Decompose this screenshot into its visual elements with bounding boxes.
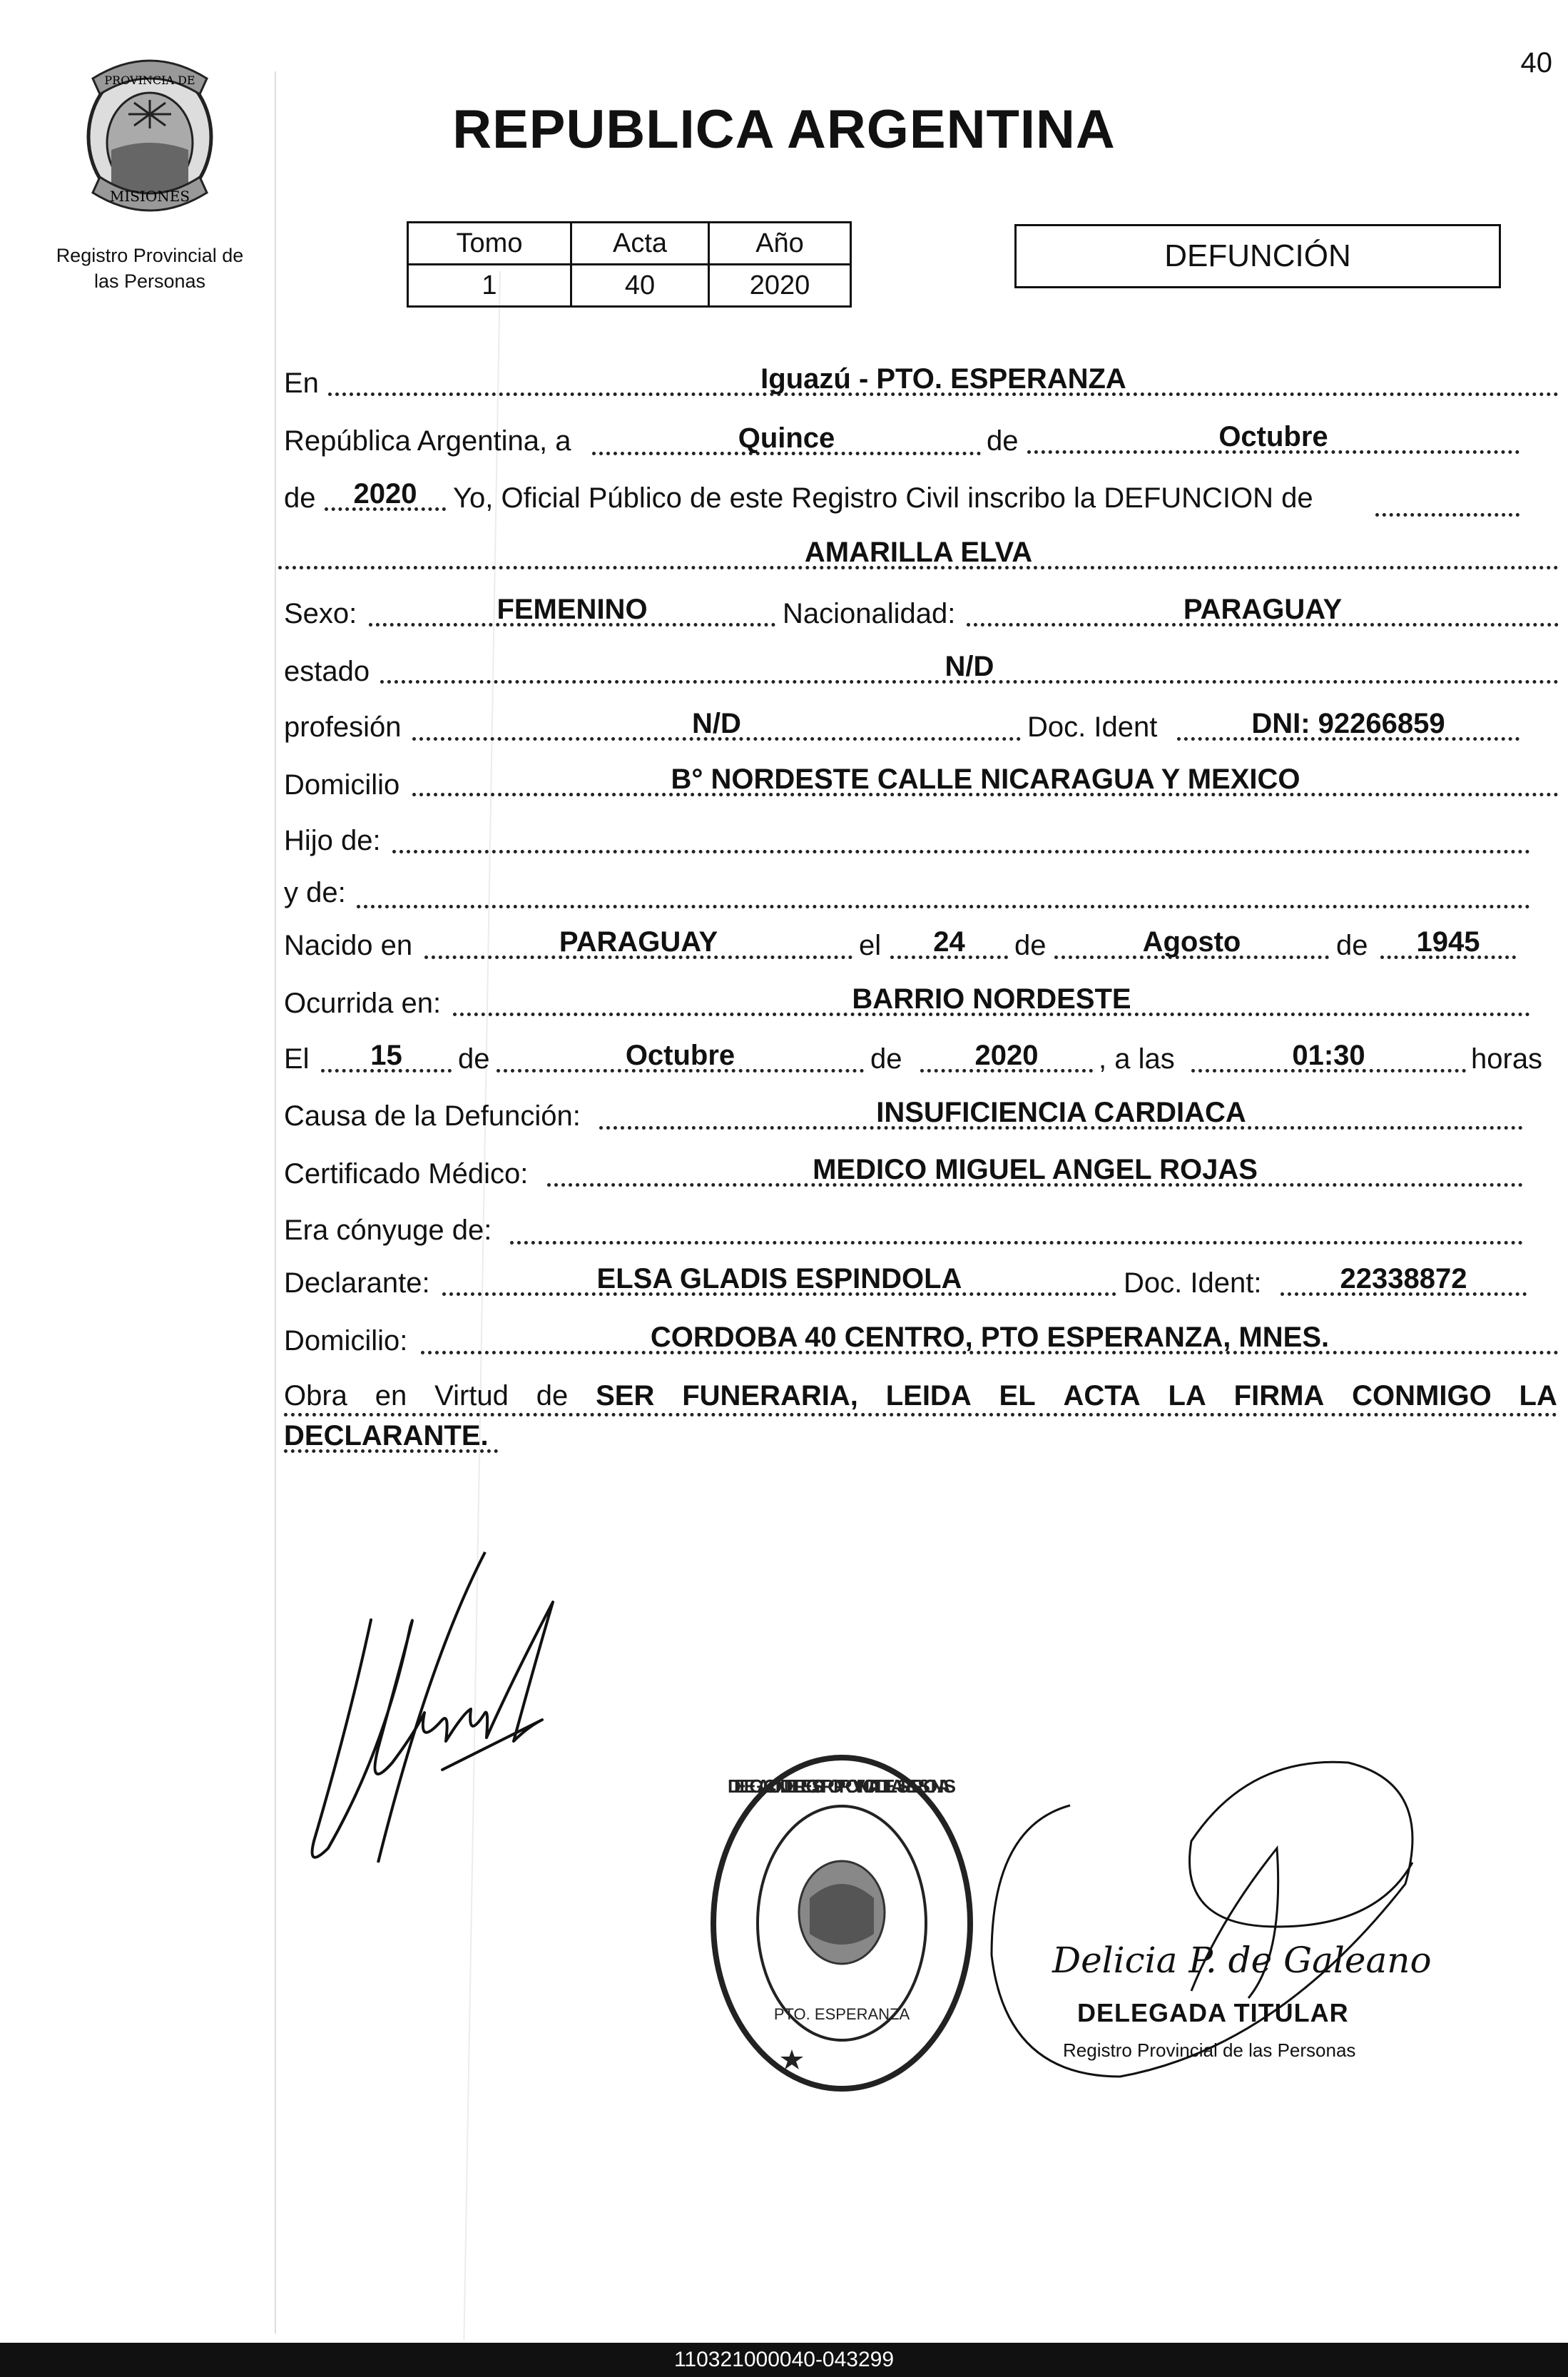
label-el: el [859,930,882,961]
field-fallecio-mes: Octubre [497,1038,864,1073]
ref-header-acta: Acta [571,223,709,265]
ref-header-anio: Año [709,223,851,265]
field-anio: 2020 [325,477,446,511]
label-hijo-de: Hijo de: [284,825,381,856]
svg-text:DELEGACION DEL REGISTRO PROVIN: DELEGACION DEL REGISTRO PROVINCIAL DE LAS PERSONAS [728,1775,956,1797]
field-nacionalidad: PARAGUAY [967,592,1559,627]
field-profesion: N/D [412,706,1021,741]
field-nacido-dia: 24 [890,925,1008,959]
reference-header-row [408,223,851,265]
label-de-fal-mes: de [458,1043,490,1075]
field-nacido-en: PARAGUAY [424,925,852,959]
label-de-fal-anio: de [870,1043,902,1075]
field-fallecio-dia: 15 [321,1038,452,1073]
label-y-de: y de: [284,877,346,908]
registry-line-2: las Personas [93,270,206,292]
field-hora: 01:30 [1191,1038,1466,1073]
obra-en-virtud-line [284,1379,1557,1416]
field-declarante-doc: 22338872 [1281,1262,1527,1296]
svg-text:PROVINCIA DE: PROVINCIA DE [104,74,195,87]
label-sexo: Sexo: [284,598,357,629]
obra-word-1: Obra [284,1380,347,1411]
registry-name [29,243,271,294]
field-conyuge [510,1210,1523,1245]
field-causa: INSUFICIENCIA CARDIACA [599,1095,1523,1130]
label-estado: estado [284,656,370,687]
label-conyuge: Era cónyuge de: [284,1215,492,1246]
obra-value-9: LA [1519,1380,1557,1411]
label-nacionalidad: Nacionalidad: [783,598,956,629]
obra-value-5: ACTA [1063,1380,1141,1411]
field-sexo: FEMENINO [369,592,775,627]
obra-value-3: LEIDA [885,1380,972,1411]
field-ocurrida-en: BARRIO NORDESTE [453,982,1530,1016]
obra-value-8: CONMIGO [1352,1380,1492,1411]
obra-word-3: Virtud [434,1380,509,1411]
obra-value-6: LA [1168,1380,1206,1411]
ref-value-acta: 40 [571,265,709,307]
svg-text:MISIONES: MISIONES [109,188,190,205]
label-horas: horas [1471,1043,1543,1075]
fold-line [463,271,501,2341]
label-causa: Causa de la Defunción: [284,1100,581,1132]
obra-word-4: de [536,1380,569,1411]
registry-line-1: Registro Provincial de [56,245,244,266]
field-dia: Quince [592,421,981,455]
field-nombre: AMARILLA ELVA [278,535,1559,569]
label-domicilio-declarante: Domicilio: [284,1325,408,1357]
ref-header-tomo: Tomo [408,223,571,265]
label-El: El [284,1043,310,1075]
obra-value-2: FUNERARIA, [682,1380,858,1411]
page-number: 40 [1520,47,1552,78]
label-de-nac-mes: de [1014,930,1047,961]
reference-value-row [408,265,851,307]
declarant-signature-icon [300,1534,635,1920]
field-fallecio-anio: 2020 [920,1038,1093,1073]
label-a-las: , a las [1099,1043,1175,1075]
margin-rule [275,71,276,2333]
field-lugar: Iguazú - PTO. ESPERANZA [328,362,1559,396]
delegate-organization: Registro Provincial de las Personas [1063,2039,1356,2061]
label-profesion: profesión [284,711,402,743]
label-de-mes: de [987,425,1019,457]
obra-word-2: en [375,1380,407,1411]
field-defuncion-de [1375,482,1519,517]
svg-text:PTO. ESPERANZA: PTO. ESPERANZA [773,2005,910,2023]
field-estado: N/D [380,649,1559,684]
label-declarante: Declarante: [284,1267,430,1299]
label-doc-ident-declarante: Doc. Ident: [1124,1267,1262,1299]
field-declarante-domicilio: CORDOBA 40 CENTRO, PTO ESPERANZA, MNES. [421,1320,1559,1354]
label-en: En [284,368,319,399]
field-obra-line-2: DECLARANTE. [284,1419,498,1453]
field-nacido-anio: 1945 [1380,925,1516,959]
obra-value-7: FIRMA [1233,1380,1325,1411]
label-republica: República Argentina, a [284,425,571,457]
field-certificado: MEDICO MIGUEL ANGEL ROJAS [547,1152,1523,1187]
label-de-anio: de [284,482,316,514]
document-title: REPUBLICA ARGENTINA [452,99,1116,160]
obra-value-4: EL [999,1380,1036,1411]
ref-value-anio: 2020 [709,265,851,307]
label-doc-ident: Doc. Ident [1027,711,1158,743]
label-nacido-en: Nacido en [284,930,413,961]
ref-value-tomo: 1 [408,265,571,307]
document-type-box: DEFUNCIÓN [1014,224,1501,288]
field-declarante: ELSA GLADIS ESPINDOLA [442,1262,1116,1296]
field-hijo-de [392,819,1530,853]
reference-table [407,221,852,308]
document-code: 110321000040-043299 [0,2343,1568,2377]
delegate-title: DELEGADA TITULAR [1077,1998,1349,2027]
obra-value-1: SER [596,1380,655,1411]
field-y-de [357,874,1530,908]
label-ocurrida-en: Ocurrida en: [284,988,442,1019]
label-certificado: Certificado Médico: [284,1158,529,1190]
field-nacido-mes: Agosto [1054,925,1329,959]
label-domicilio: Domicilio [284,769,400,801]
field-doc-ident: DNI: 92266859 [1177,706,1519,741]
delegate-name: Delicia P. de Galeano [1052,1940,1432,1981]
field-mes: Octubre [1027,420,1519,454]
label-yo-oficial: Yo, Oficial Público de este Registro Civil inscribo la DEFUNCION de [453,482,1313,514]
official-stamp-icon [703,1748,981,2098]
field-domicilio: B° NORDESTE CALLE NICARAGUA Y MEXICO [412,762,1559,796]
label-de-nac-anio: de [1336,930,1368,961]
